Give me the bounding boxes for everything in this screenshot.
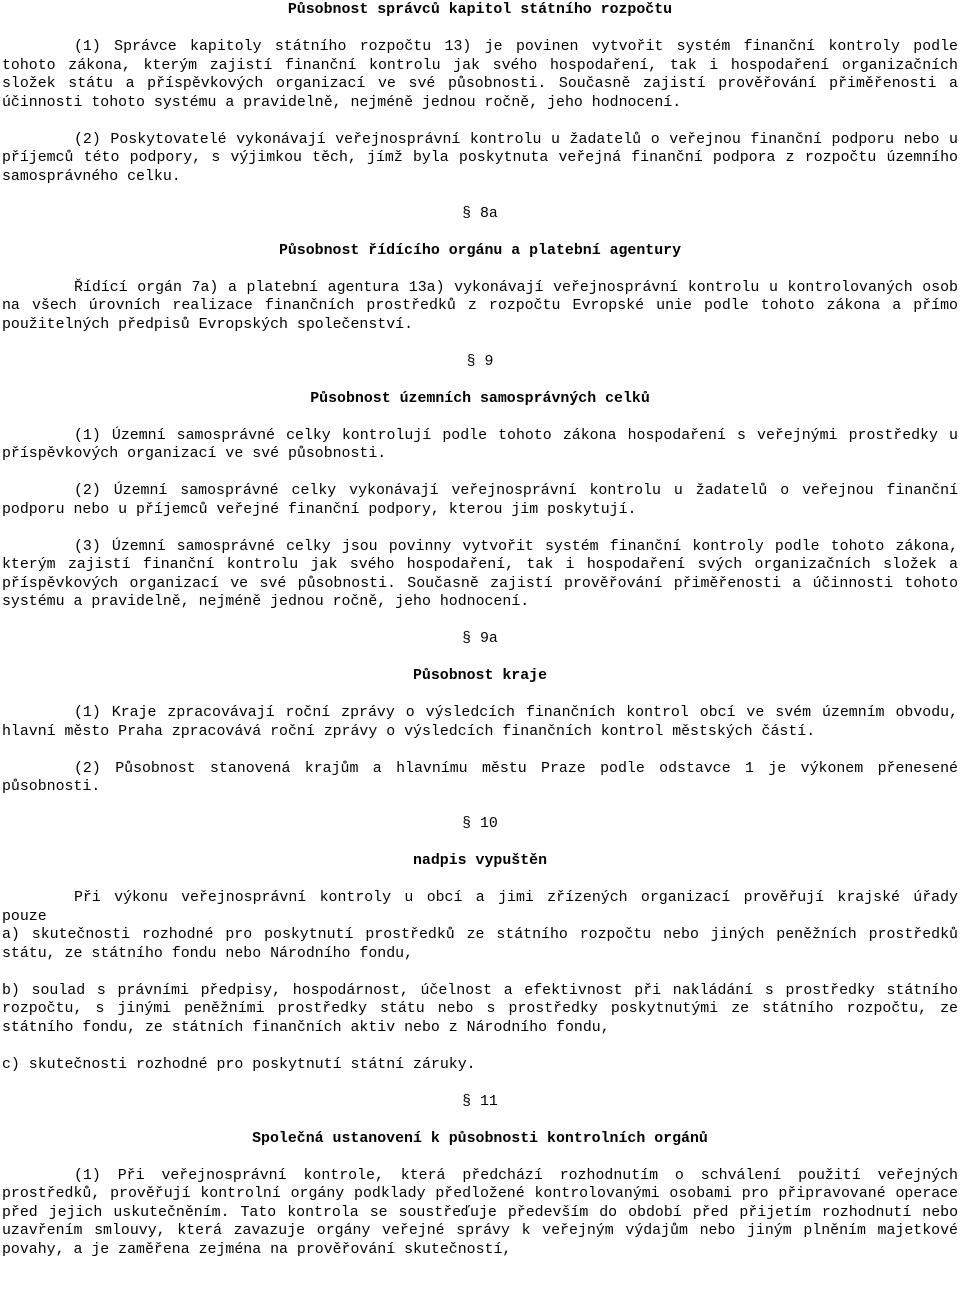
list-item-10-c: c) skutečnosti rozhodné pro poskytnutí státní záruky. — [2, 1056, 476, 1073]
paragraph-8-2: (2) Poskytovatelé vykonávají veřejnosprávní kontrolu u žadatelů o veřejnou finanční podporu nebo u příjemců této podpory, s výjimkou těch, jímž byla poskytnuta veřejná finanční podpora z rozpočtu územního samosprávného celku. — [2, 131, 958, 185]
section-number-11: § 11 — [462, 1093, 498, 1110]
heading-nadpis-vypusten: nadpis vypuštěn — [412, 853, 548, 869]
paragraph-8-1: (1) Správce kapitoly státního rozpočtu 13) je povinen vytvořit systém finanční kontroly podle tohoto zákona, kterým zajistí finanční kontrolu jak svého hospodaření, tak i hospodaření organizačních složek státu a příspěvkových organizací ve své působnosti. Současně zajistí prověřování přiměřenosti a účinnosti tohoto systému a pravidelně, nejméně jednou ročně, jeho hodnocení. — [2, 39, 958, 111]
heading-spolecna-ustanoveni: Společná ustanovení k působnosti kontrolních orgánů — [252, 1130, 708, 1147]
section-number-8a: § 8a — [462, 205, 498, 222]
heading-uzemni-celky: Působnost územních samosprávných celků — [310, 390, 650, 407]
paragraph-11-1: (1) Při veřejnosprávní kontrole, která předchází rozhodnutím o schválení použití veřejných prostředků, prověřují kontrolní orgány podklady předložené kontrolovanými osobami pro připravované operace před jejich uskutečněním. Tato kontrola se soustřeďuje především do období před přijetím rozhodnutí nebo uzavřením smlouvy, která zavazuje orgány veřejné správy k veřejným výdajům nebo jiným plněním majetkové povahy, a je zaměřena zejména na prověřování skutečností, — [2, 1167, 958, 1258]
section-number-9: § 9 — [466, 353, 494, 370]
paragraph-9-3: (3) Územní samosprávné celky jsou povinny vytvořit systém finanční kontroly podle tohoto zákona, kterým zajistí finanční kontrolu jak svého hospodaření, tak i hospodaření svých organizačních složek a příspěvkových organizací ve své působnosti. Současně zajistí prověřování přiměřenosti a účinnosti tohoto systému a pravidelně, nejméně jednou ročně, jeho hodnocení. — [2, 538, 958, 610]
list-item-10-a: a) skutečnosti rozhodné pro poskytnutí prostředků ze státního rozpočtu nebo jiných peněžních prostředků státu, ze státního fondu nebo Národního fondu, — [2, 927, 958, 962]
paragraph-9a-1: (1) Kraje zpracovávají roční zprávy o výsledcích finančních kontrol obcí ve svém územním obvodu, hlavní město Praha zpracovává roční zprávy o výsledcích finančních kontrol městských částí. — [2, 705, 958, 740]
paragraph-8a: Řídící orgán 7a) a platební agentura 13a) vykonávají veřejnosprávní kontrolu u kontrolovaných osob na všech úrovních realizace finančních prostředků z rozpočtu Evropské unie podle tohoto zákona a přímo použitelných předpisů Evropských společenství. — [2, 279, 958, 333]
heading-ridici-organ: Působnost řídícího orgánu a platební agentury — [278, 242, 682, 259]
section-number-10: § 10 — [462, 816, 498, 832]
section-number-9a: § 9a — [462, 631, 498, 647]
heading-pusobnost-kraje: Působnost kraje — [412, 668, 548, 684]
paragraph-9-1: (1) Územní samosprávné celky kontrolují podle tohoto zákona hospodaření s veřejnými prostředky u příspěvkových organizací ve své působnosti. — [2, 427, 958, 462]
paragraph-10-intro: Při výkonu veřejnosprávní kontroly u obcí a jimi zřízených organizací prověřují krajské úřady pouze — [2, 890, 958, 925]
list-item-10-b: b) soulad s právními předpisy, hospodárnost, účelnost a efektivnost při nakládání s prostředky státního rozpočtu, s jinými peněžními prostředky státu nebo s prostředky poskytnutými ze státního rozpočtu, ze státního fondu, ze státních finančních aktiv nebo z Národního fondu, — [2, 982, 958, 1036]
paragraph-9-2: (2) Územní samosprávné celky vykonávají veřejnosprávní kontrolu u žadatelů o veřejnou finanční podporu nebo u příjemců veřejné finanční podpory, kterou jim poskytují. — [2, 483, 958, 518]
heading-spravci-kapitol: Působnost správců kapitol státního rozpočtu — [287, 2, 673, 18]
paragraph-9a-2: (2) Působnost stanovená krajům a hlavnímu městu Praze podle odstavce 1 je výkonem přenesené působnosti. — [2, 760, 958, 795]
